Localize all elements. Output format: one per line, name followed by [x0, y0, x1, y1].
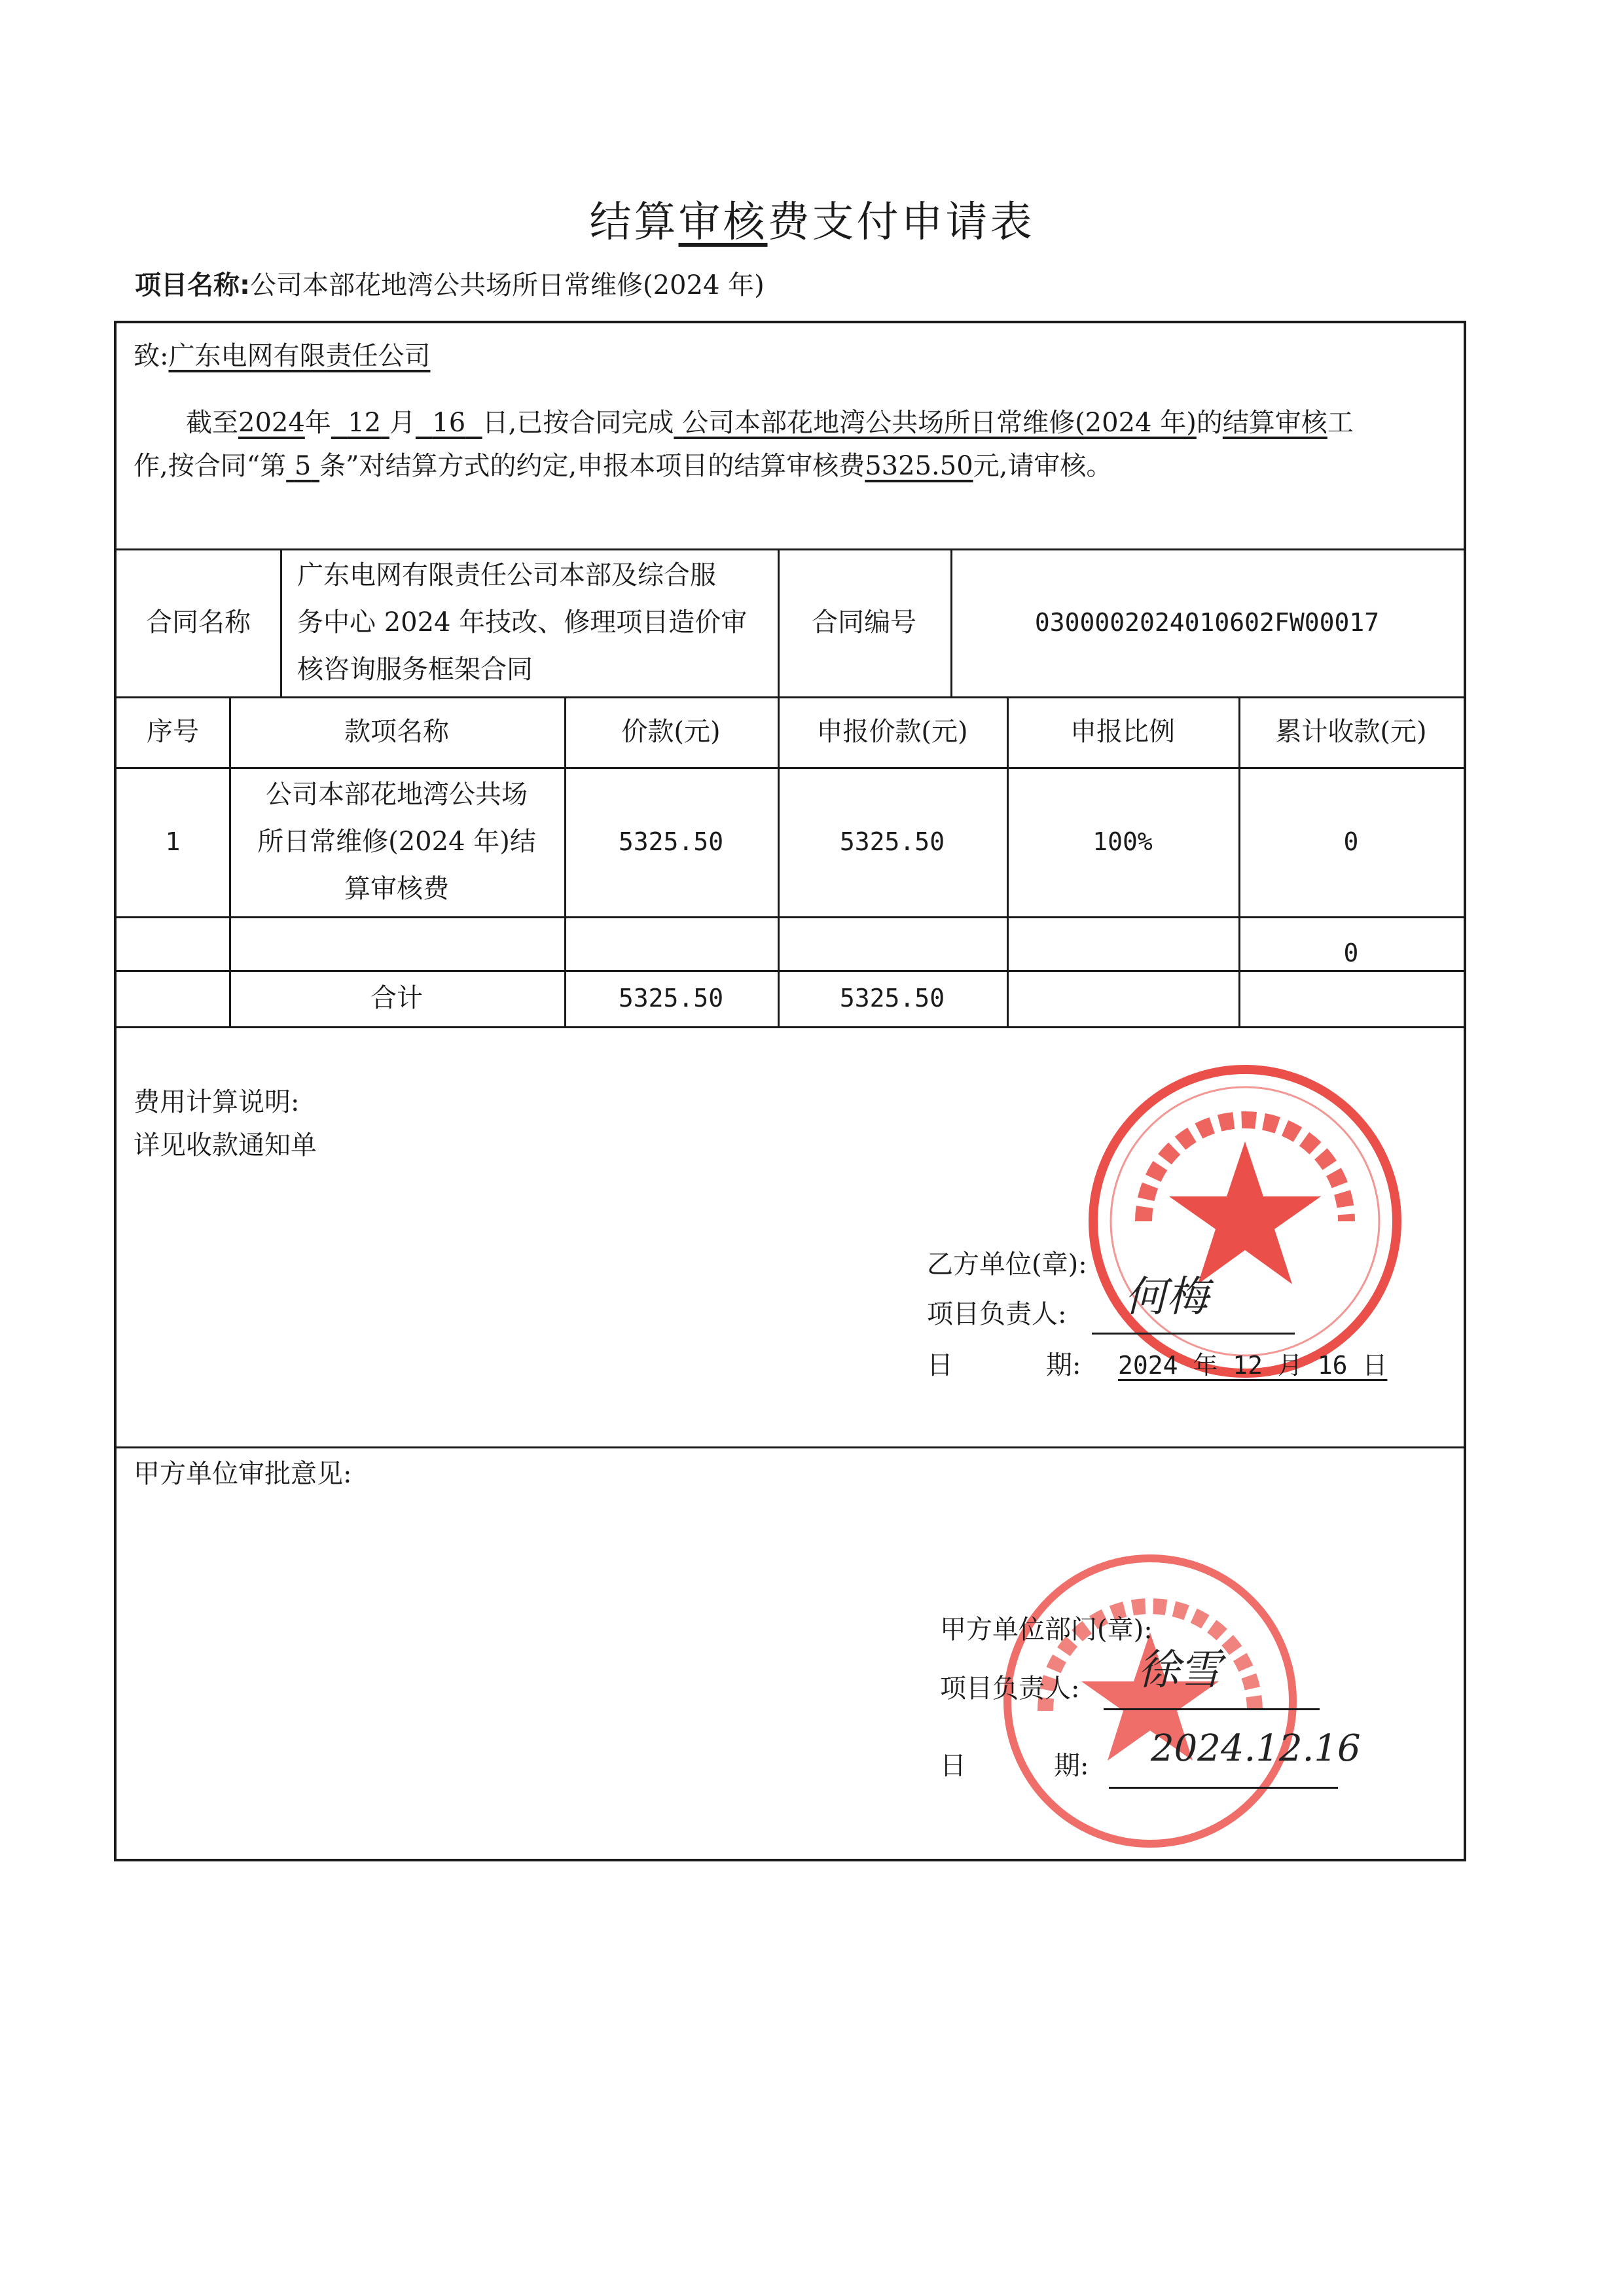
- contract-name-label: 合同名称: [146, 607, 251, 637]
- body-day: 16: [432, 408, 466, 438]
- body-text: 的: [1196, 408, 1223, 438]
- row1-seq: 1: [165, 827, 181, 856]
- header-item-name: 款项名称: [344, 717, 449, 747]
- body-line-1: [186, 404, 1354, 441]
- party-a-date-label-2: 期:: [1054, 1751, 1089, 1781]
- body-work: 结算审核: [1222, 408, 1327, 438]
- party-a-leader-label: 项目负责人:: [940, 1674, 1080, 1704]
- body-project: 公司本部花地湾公共场所日常维修(2024 年): [682, 408, 1197, 438]
- contract-no-label: 合同编号: [812, 607, 916, 637]
- body-text: 月: [389, 408, 416, 438]
- body-text: 作,按合同“第: [134, 451, 287, 481]
- signature-line: [1092, 1333, 1295, 1335]
- contract-name-value: [280, 548, 778, 696]
- body-text: 日,已按合同完成: [482, 408, 674, 438]
- body-line-2: [134, 448, 1112, 484]
- rule: [117, 1026, 1464, 1028]
- contract-name-line: 务中心 2024 年技改、修理项目造价审: [297, 607, 748, 637]
- header-ratio: 申报比例: [1070, 717, 1175, 747]
- signature-line: [1109, 1787, 1338, 1789]
- row1-ratio: 100%: [1092, 827, 1153, 856]
- party-a-leader-signature: 徐雪: [1138, 1646, 1221, 1695]
- item-name-line: 公司本部花地湾公共场: [266, 780, 528, 810]
- recipient-label: 致:: [134, 341, 169, 371]
- row2-cumulative: 0: [1343, 939, 1359, 967]
- header-price: 价款(元): [621, 717, 721, 747]
- title-part: 费支付申请表: [767, 198, 1035, 247]
- body-text: 工: [1327, 408, 1354, 438]
- body-text: 元,请审核。: [973, 451, 1113, 481]
- body-text: 条”对结算方式的约定,申报本项目的结算审核费: [319, 451, 865, 481]
- party-a-dept-label: 甲方单位部门(章):: [940, 1615, 1153, 1645]
- party-b-date-label: 日: [927, 1350, 953, 1380]
- calc-value: 详见收款通知单: [134, 1130, 317, 1160]
- body-year: 2024: [238, 408, 305, 438]
- calc-label: 费用计算说明:: [134, 1087, 300, 1117]
- signature-line: [1104, 1708, 1320, 1710]
- body-amount: 5325.50: [865, 451, 973, 481]
- rule: [117, 1446, 1464, 1448]
- header-declared: 申报价款(元): [816, 717, 968, 747]
- party-a-date-value: 2024.12.16: [1151, 1727, 1361, 1770]
- party-b-leader-signature: 何梅: [1125, 1273, 1208, 1321]
- total-label: 合计: [370, 983, 423, 1013]
- title-part-underlined: 审核: [678, 198, 768, 247]
- total-price: 5325.50: [618, 984, 724, 1013]
- contract-name-line: 核咨询服务框架合同: [297, 655, 533, 685]
- party-b-seal: [1081, 1058, 1409, 1385]
- party-a-date-label: 日: [940, 1751, 966, 1781]
- body-text: 截至: [186, 408, 238, 438]
- party-b-date-value: 2024 年 12 月 16 日: [1118, 1351, 1388, 1380]
- item-name-line: 算审核费: [344, 874, 449, 904]
- party-b-date-label-2: 期:: [1046, 1350, 1081, 1380]
- project-name-line: [135, 264, 765, 302]
- form-frame: [114, 321, 1466, 1861]
- row1-price: 5325.50: [618, 827, 724, 856]
- recipient-line: [134, 338, 430, 374]
- row1-declared: 5325.50: [839, 827, 945, 856]
- project-name-label: 项目名称:: [135, 270, 250, 300]
- total-declared: 5325.50: [839, 984, 945, 1013]
- title-part: 结算: [589, 198, 679, 247]
- party-a-opinion-label: 甲方单位审批意见:: [134, 1459, 352, 1489]
- party-b-unit-label: 乙方单位(章):: [927, 1249, 1087, 1280]
- contract-name-line: 广东电网有限责任公司本部及综合服: [297, 560, 716, 590]
- header-cumulative: 累计收款(元): [1275, 717, 1427, 747]
- body-month: 12: [348, 408, 382, 438]
- recipient-value: 广东电网有限责任公司: [168, 341, 431, 371]
- item-name-line: 所日常维修(2024 年)结: [257, 827, 536, 857]
- body-clause: 5: [294, 451, 312, 481]
- project-name-value: 公司本部花地湾公共场所日常维修(2024 年): [250, 270, 765, 300]
- page-title: [0, 188, 1624, 249]
- row1-item-name: [229, 767, 564, 916]
- party-b-leader-label: 项目负责人:: [927, 1299, 1067, 1329]
- body-text: 年: [304, 408, 331, 438]
- contract-no-value: 0300002024010602FW00017: [1034, 608, 1380, 637]
- header-seq: 序号: [147, 717, 199, 747]
- row1-cumulative: 0: [1343, 827, 1359, 856]
